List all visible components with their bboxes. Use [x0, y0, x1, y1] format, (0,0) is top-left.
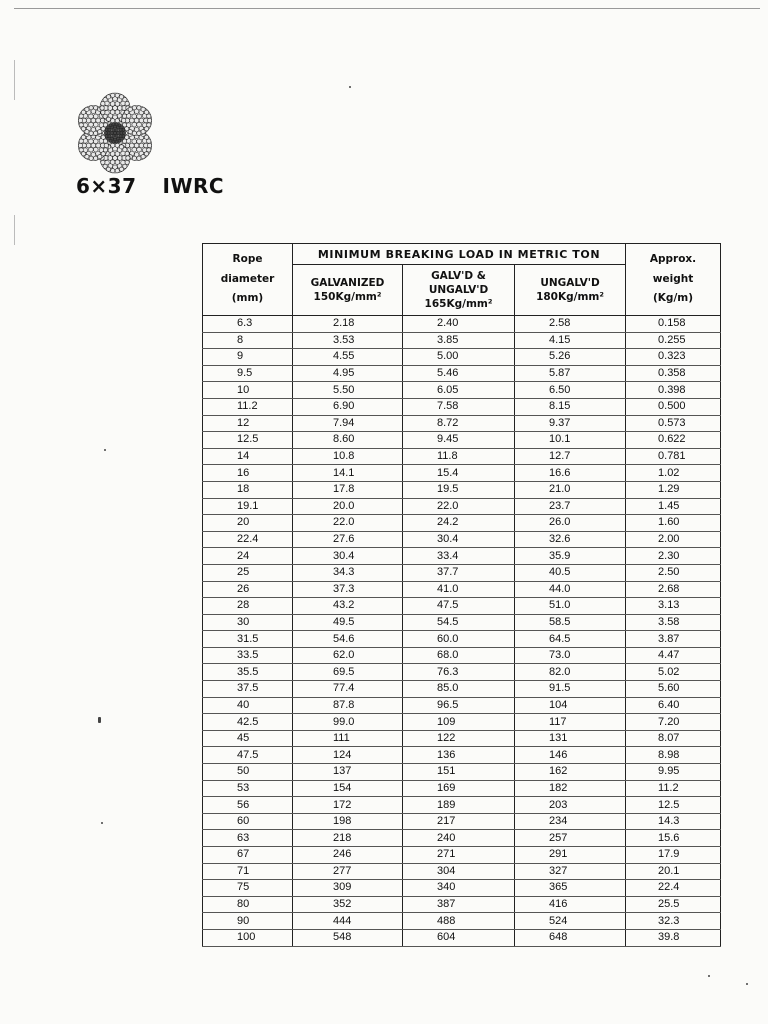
table-row [203, 515, 721, 532]
cell-rope-diameter: 10 [203, 382, 293, 399]
cell-rope-diameter: 71 [203, 863, 293, 880]
table-row [203, 581, 721, 598]
cell-galvanized: 22.0 [293, 515, 403, 532]
cell-rope-diameter: 8 [203, 332, 293, 349]
cell-galv-ungalv: 151 [403, 764, 515, 781]
cell-ungalv: 182 [515, 780, 626, 797]
cell-galvanized: 43.2 [293, 598, 403, 615]
table-row [203, 764, 721, 781]
core-type: IWRC [162, 174, 225, 198]
cell-ungalv: 35.9 [515, 548, 626, 565]
cell-ungalv: 4.15 [515, 332, 626, 349]
wire-rope-cross-section-icon [74, 92, 156, 174]
table-row [203, 598, 721, 615]
cell-approx-weight: 4.47 [626, 647, 721, 664]
cell-galv-ungalv: 6.05 [403, 382, 515, 399]
cell-ungalv: 51.0 [515, 598, 626, 615]
cell-galvanized: 7.94 [293, 415, 403, 432]
cell-rope-diameter: 16 [203, 465, 293, 482]
top-border-line [14, 8, 760, 9]
cell-ungalv: 91.5 [515, 681, 626, 698]
header-ungalv: UNGALV'D 180Kg/mm² [515, 265, 626, 316]
cell-galvanized: 5.50 [293, 382, 403, 399]
cell-rope-diameter: 35.5 [203, 664, 293, 681]
cell-galv-ungalv: 60.0 [403, 631, 515, 648]
cell-approx-weight: 5.60 [626, 681, 721, 698]
cell-rope-diameter: 30 [203, 614, 293, 631]
table-row [203, 913, 721, 930]
cell-galv-ungalv: 9.45 [403, 432, 515, 449]
table-row [203, 747, 721, 764]
cell-ungalv: 16.6 [515, 465, 626, 482]
cell-approx-weight: 32.3 [626, 913, 721, 930]
cell-rope-diameter: 26 [203, 581, 293, 598]
cell-rope-diameter: 80 [203, 896, 293, 913]
cell-galv-ungalv: 24.2 [403, 515, 515, 532]
cell-ungalv: 82.0 [515, 664, 626, 681]
rope-construction: 6×37 [76, 174, 137, 198]
table-row [203, 432, 721, 449]
table-body [203, 316, 721, 947]
cell-rope-diameter: 19.1 [203, 498, 293, 515]
cell-approx-weight: 8.98 [626, 747, 721, 764]
cell-rope-diameter: 28 [203, 598, 293, 615]
cell-ungalv: 104 [515, 697, 626, 714]
header-approx-weight: Approx. weight (Kg/m) [626, 244, 721, 316]
cell-galvanized: 124 [293, 747, 403, 764]
table-row [203, 863, 721, 880]
cell-galv-ungalv: 169 [403, 780, 515, 797]
table-row [203, 365, 721, 382]
cell-ungalv: 23.7 [515, 498, 626, 515]
cell-ungalv: 10.1 [515, 432, 626, 449]
cell-rope-diameter: 25 [203, 564, 293, 581]
cell-rope-diameter: 11.2 [203, 398, 293, 415]
table-row [203, 697, 721, 714]
cell-galv-ungalv: 33.4 [403, 548, 515, 565]
table-row [203, 531, 721, 548]
scan-speck [349, 86, 351, 88]
header-galvanized: GALVANIZED 150Kg/mm² [293, 265, 403, 316]
cell-rope-diameter: 50 [203, 764, 293, 781]
cell-approx-weight: 0.500 [626, 398, 721, 415]
table-row [203, 714, 721, 731]
cell-galv-ungalv: 189 [403, 797, 515, 814]
cell-approx-weight: 2.30 [626, 548, 721, 565]
cell-approx-weight: 14.3 [626, 813, 721, 830]
cell-galv-ungalv: 5.46 [403, 365, 515, 382]
table-row [203, 548, 721, 565]
cell-approx-weight: 2.68 [626, 581, 721, 598]
cell-galv-ungalv: 96.5 [403, 697, 515, 714]
cell-ungalv: 44.0 [515, 581, 626, 598]
cell-galv-ungalv: 387 [403, 896, 515, 913]
cell-approx-weight: 11.2 [626, 780, 721, 797]
cell-galvanized: 352 [293, 896, 403, 913]
table-row [203, 614, 721, 631]
cell-galvanized: 37.3 [293, 581, 403, 598]
scan-edge-mark [14, 60, 15, 100]
table-row [203, 415, 721, 432]
cell-rope-diameter: 100 [203, 929, 293, 946]
table-row [203, 448, 721, 465]
cell-galv-ungalv: 7.58 [403, 398, 515, 415]
cell-galv-ungalv: 488 [403, 913, 515, 930]
cell-galvanized: 309 [293, 880, 403, 897]
cell-approx-weight: 8.07 [626, 730, 721, 747]
scan-speck [101, 822, 103, 824]
cell-ungalv: 327 [515, 863, 626, 880]
cell-ungalv: 21.0 [515, 481, 626, 498]
cell-galv-ungalv: 271 [403, 847, 515, 864]
cell-approx-weight: 1.29 [626, 481, 721, 498]
cell-approx-weight: 15.6 [626, 830, 721, 847]
cell-galv-ungalv: 5.00 [403, 349, 515, 366]
cell-approx-weight: 25.5 [626, 896, 721, 913]
cell-galvanized: 4.95 [293, 365, 403, 382]
cell-galvanized: 277 [293, 863, 403, 880]
cell-approx-weight: 9.95 [626, 764, 721, 781]
cell-approx-weight: 39.8 [626, 929, 721, 946]
table-row [203, 896, 721, 913]
cell-galv-ungalv: 47.5 [403, 598, 515, 615]
breaking-load-table [202, 243, 721, 947]
cell-rope-diameter: 42.5 [203, 714, 293, 731]
table-row [203, 780, 721, 797]
cell-ungalv: 73.0 [515, 647, 626, 664]
scan-speck [746, 983, 748, 985]
cell-ungalv: 291 [515, 847, 626, 864]
cell-rope-diameter: 56 [203, 797, 293, 814]
cell-galvanized: 444 [293, 913, 403, 930]
scan-speck [104, 449, 106, 451]
cell-approx-weight: 6.40 [626, 697, 721, 714]
header-min-breaking-load: MINIMUM BREAKING LOAD IN METRIC TON [293, 244, 626, 265]
cell-approx-weight: 3.87 [626, 631, 721, 648]
cell-approx-weight: 2.50 [626, 564, 721, 581]
cell-ungalv: 416 [515, 896, 626, 913]
cell-galvanized: 69.5 [293, 664, 403, 681]
cell-approx-weight: 7.20 [626, 714, 721, 731]
cell-rope-diameter: 60 [203, 813, 293, 830]
cell-galv-ungalv: 41.0 [403, 581, 515, 598]
header-galv-ungalv: GALV'D & UNGALV'D 165Kg/mm² [403, 265, 515, 316]
scan-speck [708, 975, 710, 977]
cell-galv-ungalv: 11.8 [403, 448, 515, 465]
cell-galvanized: 198 [293, 813, 403, 830]
cell-approx-weight: 1.02 [626, 465, 721, 482]
cell-galvanized: 137 [293, 764, 403, 781]
cell-ungalv: 117 [515, 714, 626, 731]
cell-galvanized: 548 [293, 929, 403, 946]
cell-approx-weight: 3.13 [626, 598, 721, 615]
table-row [203, 847, 721, 864]
cell-rope-diameter: 67 [203, 847, 293, 864]
cell-rope-diameter: 37.5 [203, 681, 293, 698]
cell-rope-diameter: 9.5 [203, 365, 293, 382]
table-row [203, 631, 721, 648]
cell-galv-ungalv: 19.5 [403, 481, 515, 498]
cell-approx-weight: 1.60 [626, 515, 721, 532]
cell-galvanized: 99.0 [293, 714, 403, 731]
cell-galvanized: 3.53 [293, 332, 403, 349]
cell-galv-ungalv: 30.4 [403, 531, 515, 548]
cell-galvanized: 111 [293, 730, 403, 747]
cell-approx-weight: 17.9 [626, 847, 721, 864]
cell-ungalv: 365 [515, 880, 626, 897]
cell-rope-diameter: 20 [203, 515, 293, 532]
header-rope-diameter: Rope diameter (mm) [203, 244, 293, 316]
cell-approx-weight: 0.358 [626, 365, 721, 382]
cell-galv-ungalv: 109 [403, 714, 515, 731]
cell-approx-weight: 0.255 [626, 332, 721, 349]
cell-rope-diameter: 14 [203, 448, 293, 465]
cell-galvanized: 49.5 [293, 614, 403, 631]
table-row [203, 797, 721, 814]
cell-galv-ungalv: 3.85 [403, 332, 515, 349]
cell-ungalv: 32.6 [515, 531, 626, 548]
cell-ungalv: 5.26 [515, 349, 626, 366]
cell-approx-weight: 12.5 [626, 797, 721, 814]
cell-galv-ungalv: 217 [403, 813, 515, 830]
cell-galvanized: 87.8 [293, 697, 403, 714]
cell-galvanized: 34.3 [293, 564, 403, 581]
cell-galvanized: 10.8 [293, 448, 403, 465]
cell-galvanized: 27.6 [293, 531, 403, 548]
cell-approx-weight: 0.622 [626, 432, 721, 449]
cell-ungalv: 524 [515, 913, 626, 930]
cell-approx-weight: 3.58 [626, 614, 721, 631]
table-row [203, 498, 721, 515]
cell-galv-ungalv: 122 [403, 730, 515, 747]
table-row [203, 730, 721, 747]
cell-ungalv: 162 [515, 764, 626, 781]
table-row [203, 349, 721, 366]
cell-rope-diameter: 24 [203, 548, 293, 565]
cell-rope-diameter: 12 [203, 415, 293, 432]
cell-approx-weight: 1.45 [626, 498, 721, 515]
cell-rope-diameter: 75 [203, 880, 293, 897]
cell-galvanized: 20.0 [293, 498, 403, 515]
cell-rope-diameter: 31.5 [203, 631, 293, 648]
cell-ungalv: 2.58 [515, 316, 626, 333]
table-row [203, 465, 721, 482]
cell-ungalv: 64.5 [515, 631, 626, 648]
cell-galv-ungalv: 240 [403, 830, 515, 847]
cell-ungalv: 9.37 [515, 415, 626, 432]
cell-galvanized: 6.90 [293, 398, 403, 415]
cell-ungalv: 6.50 [515, 382, 626, 399]
cell-galvanized: 246 [293, 847, 403, 864]
table-row [203, 382, 721, 399]
scan-edge-mark [14, 215, 15, 245]
cell-galv-ungalv: 304 [403, 863, 515, 880]
table-row [203, 398, 721, 415]
cell-approx-weight: 0.398 [626, 382, 721, 399]
cell-rope-diameter: 63 [203, 830, 293, 847]
cell-rope-diameter: 53 [203, 780, 293, 797]
table-row [203, 929, 721, 946]
page-title [76, 174, 224, 198]
cell-galvanized: 4.55 [293, 349, 403, 366]
cell-approx-weight: 22.4 [626, 880, 721, 897]
cell-galv-ungalv: 136 [403, 747, 515, 764]
cell-galvanized: 154 [293, 780, 403, 797]
table-row [203, 564, 721, 581]
cell-galv-ungalv: 8.72 [403, 415, 515, 432]
table-row [203, 316, 721, 333]
cell-galv-ungalv: 22.0 [403, 498, 515, 515]
cell-approx-weight: 0.573 [626, 415, 721, 432]
cell-rope-diameter: 40 [203, 697, 293, 714]
cell-galvanized: 54.6 [293, 631, 403, 648]
cell-galv-ungalv: 76.3 [403, 664, 515, 681]
cell-ungalv: 234 [515, 813, 626, 830]
cell-ungalv: 12.7 [515, 448, 626, 465]
cell-galv-ungalv: 85.0 [403, 681, 515, 698]
cell-galvanized: 8.60 [293, 432, 403, 449]
cell-ungalv: 40.5 [515, 564, 626, 581]
cell-rope-diameter: 90 [203, 913, 293, 930]
cell-galvanized: 17.8 [293, 481, 403, 498]
cell-ungalv: 648 [515, 929, 626, 946]
cell-ungalv: 58.5 [515, 614, 626, 631]
cell-galv-ungalv: 2.40 [403, 316, 515, 333]
cell-galvanized: 62.0 [293, 647, 403, 664]
cell-rope-diameter: 18 [203, 481, 293, 498]
cell-ungalv: 257 [515, 830, 626, 847]
cell-ungalv: 203 [515, 797, 626, 814]
table-row [203, 830, 721, 847]
cell-galvanized: 14.1 [293, 465, 403, 482]
scan-speck [98, 717, 101, 723]
table-row [203, 332, 721, 349]
table-row [203, 664, 721, 681]
cell-approx-weight: 0.781 [626, 448, 721, 465]
table-row [203, 481, 721, 498]
cell-approx-weight: 5.02 [626, 664, 721, 681]
cell-rope-diameter: 33.5 [203, 647, 293, 664]
cell-rope-diameter: 45 [203, 730, 293, 747]
table-row [203, 813, 721, 830]
cell-approx-weight: 0.323 [626, 349, 721, 366]
cell-galvanized: 30.4 [293, 548, 403, 565]
cell-ungalv: 26.0 [515, 515, 626, 532]
cell-galvanized: 218 [293, 830, 403, 847]
cell-rope-diameter: 22.4 [203, 531, 293, 548]
cell-ungalv: 131 [515, 730, 626, 747]
cell-rope-diameter: 9 [203, 349, 293, 366]
cell-galv-ungalv: 37.7 [403, 564, 515, 581]
cell-approx-weight: 0.158 [626, 316, 721, 333]
cell-rope-diameter: 6.3 [203, 316, 293, 333]
cell-galvanized: 77.4 [293, 681, 403, 698]
cell-galv-ungalv: 68.0 [403, 647, 515, 664]
cell-ungalv: 146 [515, 747, 626, 764]
cell-ungalv: 8.15 [515, 398, 626, 415]
cell-rope-diameter: 12.5 [203, 432, 293, 449]
cell-approx-weight: 2.00 [626, 531, 721, 548]
table-row [203, 880, 721, 897]
cell-galvanized: 172 [293, 797, 403, 814]
cell-galv-ungalv: 604 [403, 929, 515, 946]
cell-approx-weight: 20.1 [626, 863, 721, 880]
table-row [203, 681, 721, 698]
cell-rope-diameter: 47.5 [203, 747, 293, 764]
cell-ungalv: 5.87 [515, 365, 626, 382]
cell-galv-ungalv: 340 [403, 880, 515, 897]
cell-galvanized: 2.18 [293, 316, 403, 333]
cell-galv-ungalv: 54.5 [403, 614, 515, 631]
cell-galv-ungalv: 15.4 [403, 465, 515, 482]
table-row [203, 647, 721, 664]
